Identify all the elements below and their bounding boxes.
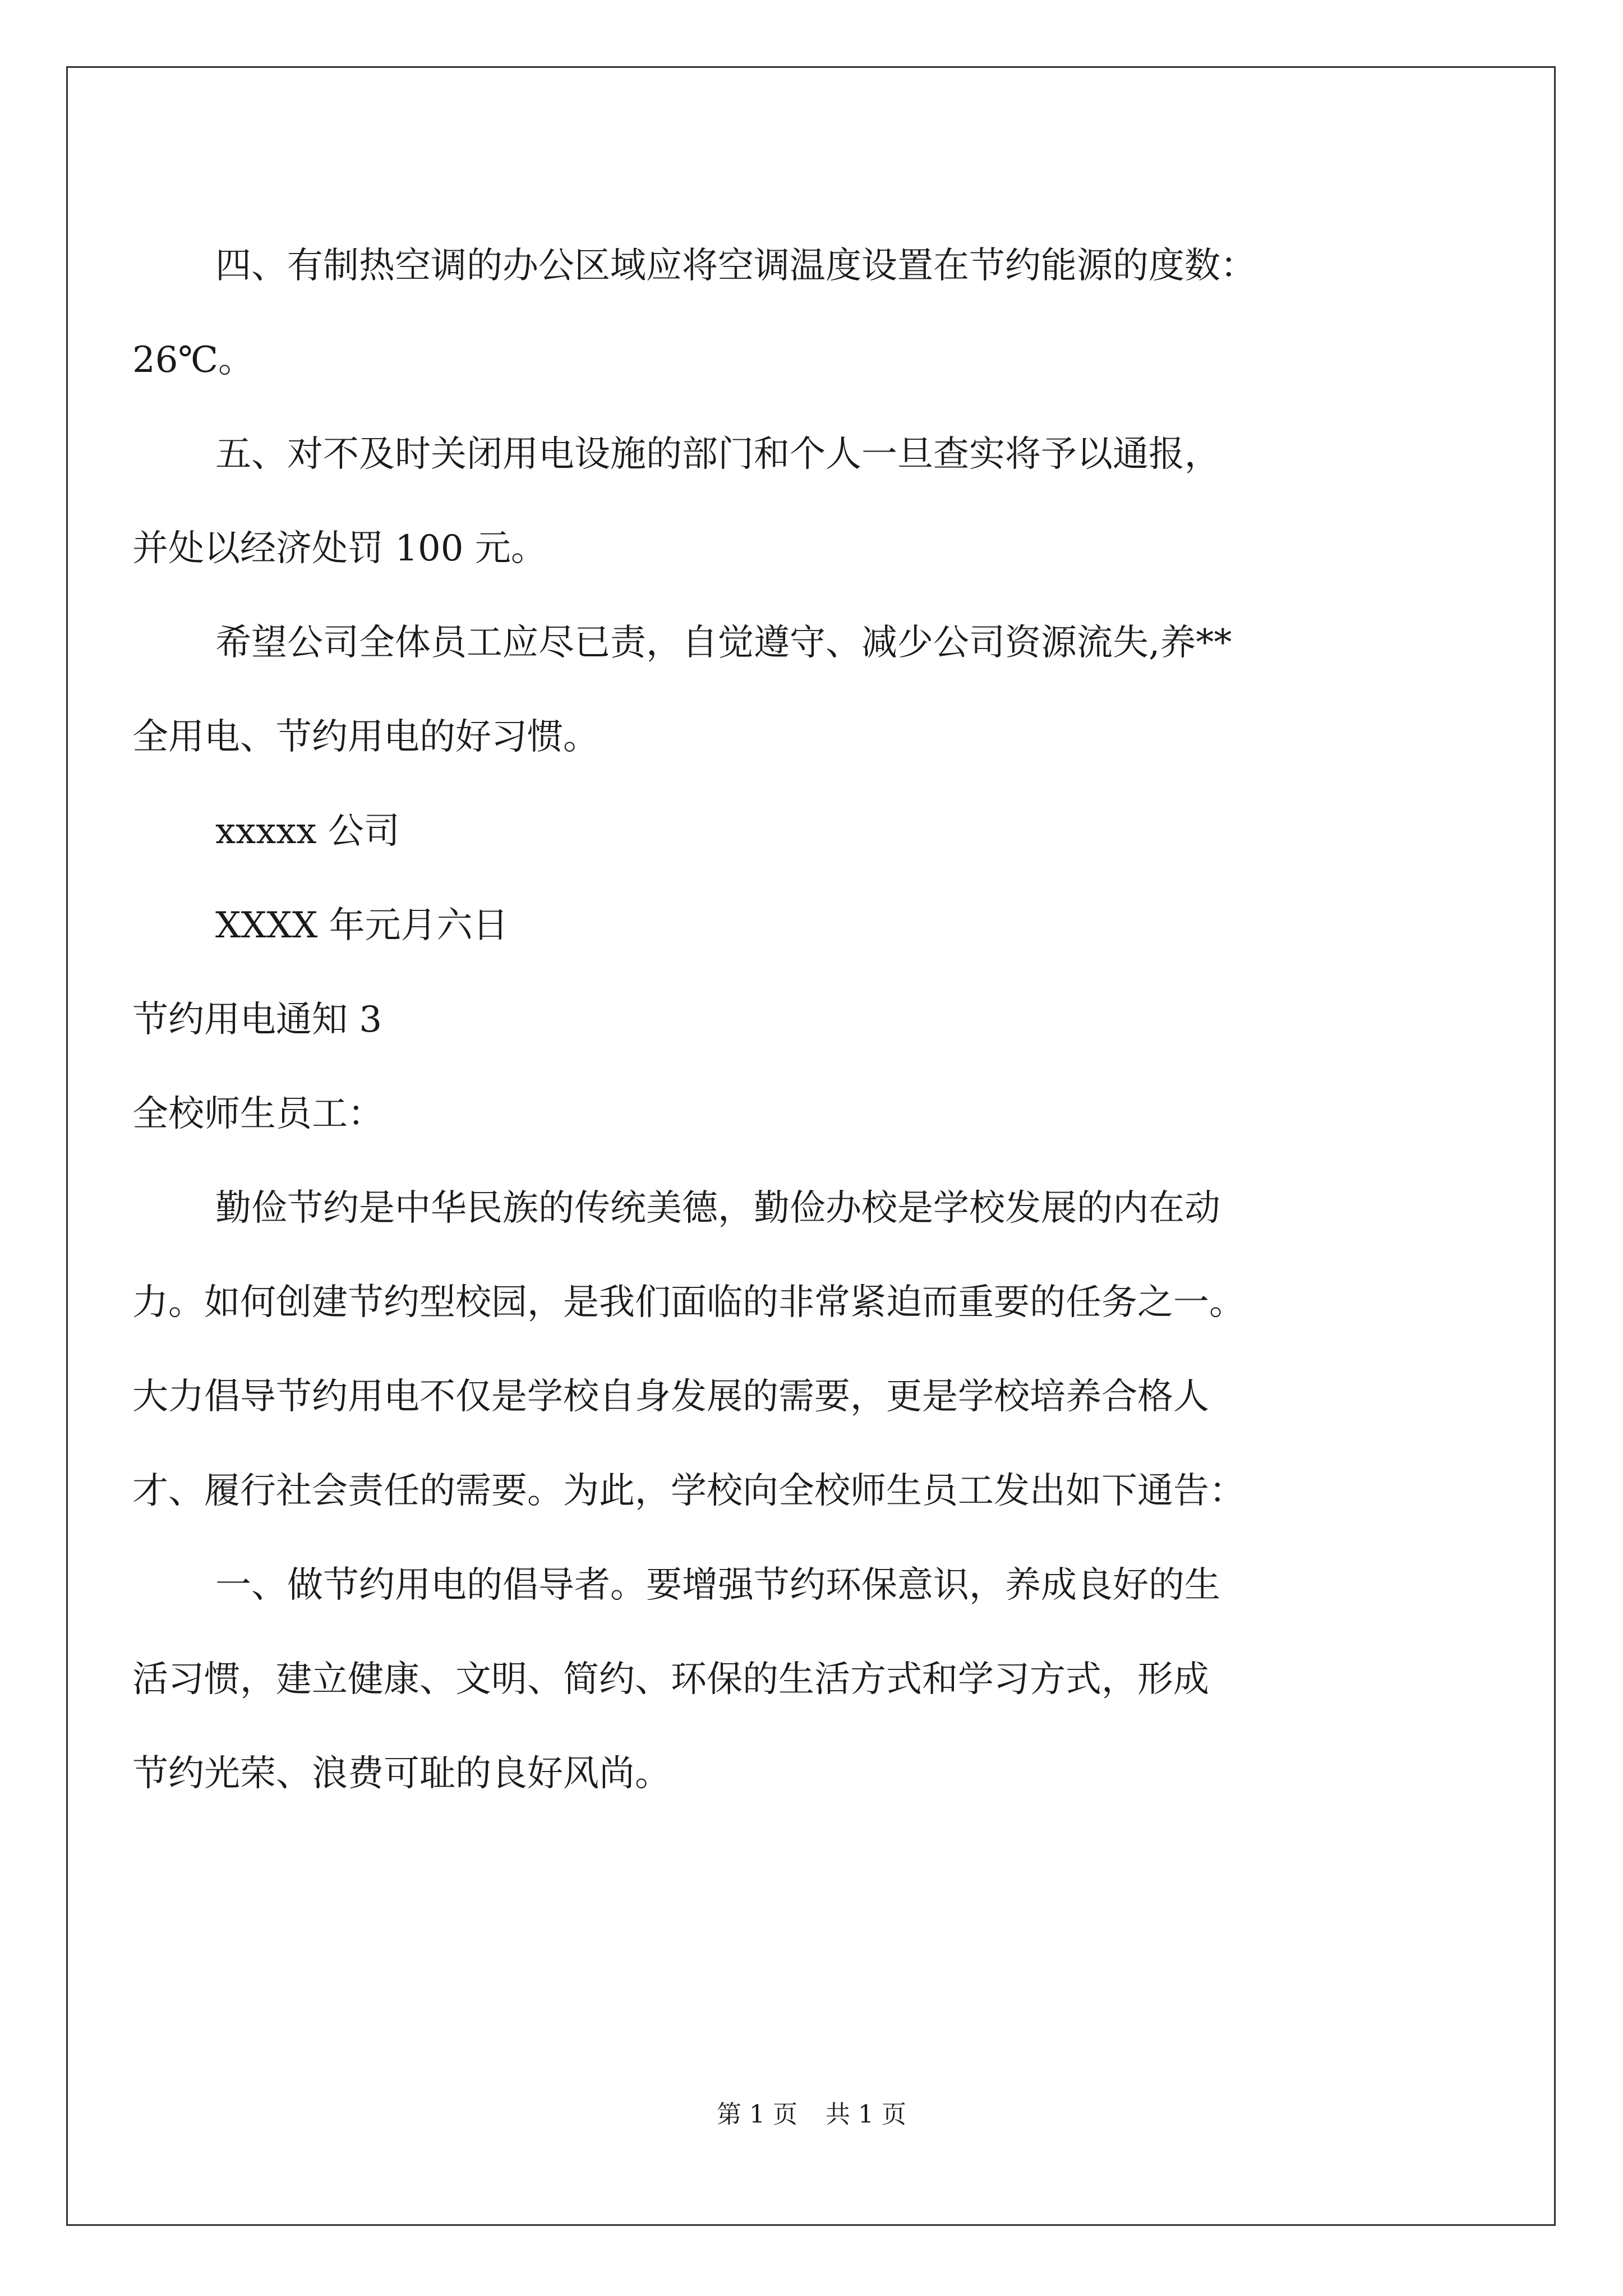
paragraph-intro: 勤俭节约是中华民族的传统美德，勤俭办校是学校发展的内在动: [215, 1188, 1220, 1229]
page-total: 共 1 页: [826, 2100, 906, 2129]
signature-date: XXXX 年元月六日: [215, 905, 509, 946]
paragraph-intro-cont-3: 才、履行社会责任的需要。为此，学校向全校师生员工发出如下通告：: [132, 1470, 1245, 1512]
paragraph-item-one: 一、做节约用电的倡导者。要增强节约环保意识，养成良好的生: [215, 1565, 1220, 1606]
signature-company: xxxxx 公司: [215, 811, 400, 852]
paragraph-closing: 希望公司全体员工应尽已责，自觉遵守、减少公司资源流失,养**: [215, 622, 1232, 664]
page-number: 第 1 页: [717, 2100, 797, 2129]
paragraph-item-one-cont-1: 活习惯，建立健康、文明、简约、环保的生活方式和学习方式，形成: [132, 1659, 1209, 1700]
salutation: 全校师生员工：: [132, 1093, 384, 1135]
paragraph-item-four-cont: 26℃。: [132, 339, 255, 381]
paragraph-item-five: 五、对不及时关闭用电设施的部门和个人一旦查实将予以通报，: [215, 434, 1220, 475]
paragraph-intro-cont-1: 力。如何创建节约型校园，是我们面临的非常紧迫而重要的任务之一。: [132, 1282, 1245, 1323]
document-body: [132, 219, 1422, 1821]
section-title: 节约用电通知 3: [132, 999, 382, 1041]
paragraph-item-one-cont-2: 节约光荣、浪费可耻的良好风尚。: [132, 1753, 671, 1795]
paragraph-item-five-cont: 并处以经济处罚 100 元。: [132, 528, 547, 569]
page-footer: [0, 2098, 1623, 2132]
paragraph-closing-cont: 全用电、节约用电的好习惯。: [132, 716, 599, 758]
paragraph-item-four: 四、有制热空调的办公区域应将空调温度设置在节约能源的度数：: [215, 245, 1256, 287]
paragraph-intro-cont-2: 大力倡导节约用电不仅是学校自身发展的需要，更是学校培养合格人: [132, 1376, 1209, 1418]
